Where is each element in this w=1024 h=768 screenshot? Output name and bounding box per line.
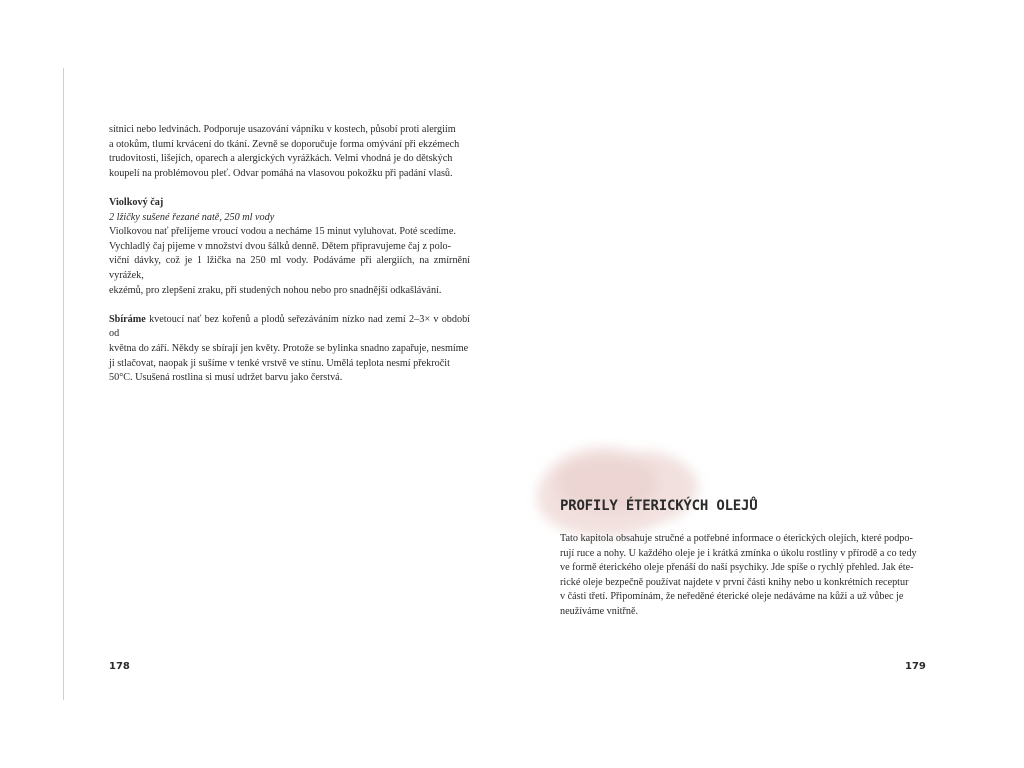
text-line: ji stlačovat, naopak ji sušíme v tenké vrstvě ve stínu. Umělá teplota nesmí překročit xyxy=(109,357,450,369)
text-line: v části třetí. Připomínám, že neředěné éterické oleje nedáváme na kůži a už vůbec je xyxy=(560,591,904,603)
text-line: 50°C. Usušená rostlina si musí udržet barvu jako čerstvá. xyxy=(109,372,343,384)
text-line xyxy=(109,313,470,342)
collecting-lead-word: Sbíráme xyxy=(109,313,146,325)
text-line: Tato kapitola obsahuje stručné a potřebné informace o éterických olejích, které podpo- xyxy=(560,533,913,544)
recipe-title: Violkový čaj xyxy=(109,196,164,208)
watercolor-shape xyxy=(537,447,697,536)
text-line: trudovitosti, lišejích, oparech a alergických vyrážkách. Velmi vhodná je do dětských xyxy=(109,153,453,165)
recipe-block xyxy=(109,196,470,298)
text-line: ekzémů, pro zlepšení zraku, při studených nohou nebo pro snadnější odkašlávání. xyxy=(109,284,442,296)
right-page-text xyxy=(560,532,920,620)
text-line: koupelí na problémovou pleť. Odvar pomáhá na vlasovou pokožku při padání vlasů. xyxy=(109,167,453,179)
text-line: a otokům, tlumí krvácení do tkání. Zevně se doporučuje forma omývání při ekzémech xyxy=(109,138,460,150)
book-spine-line xyxy=(63,68,64,700)
collecting-first-line: kvetoucí nať bez kořenů a plodů seřezáváním nízko nad zemí 2–3× v období od xyxy=(109,313,470,340)
text-line: rické oleje bezpečně používat najdete v první části knihy nebo u konkrétních receptur xyxy=(560,576,909,588)
left-page-text xyxy=(109,123,470,386)
text-line: rují ruce a nohy. U každého oleje je i krátká zmínka o úkolu rostliny v přírodě a co tedy xyxy=(560,547,917,559)
text-line: sítnici nebo ledvinách. Podporuje usazování vápníku v kostech, působí proti alergiím xyxy=(109,124,456,135)
text-line: viční dávky, což je 1 lžička na 250 ml vody. Podáváme při alergiích, na zmírnění vyrážek, xyxy=(109,255,470,281)
paragraph-properties xyxy=(109,123,470,181)
text-line: Violkovou nať přelijeme vroucí vodou a necháme 15 minut vyluhovat. Poté scedíme. xyxy=(109,226,456,238)
text-line: Vychladlý čaj pijeme v množství dvou šálků denně. Dětem připravujeme čaj z polo- xyxy=(109,240,452,252)
text-line: neužíváme vnitřně. xyxy=(560,605,639,617)
text-line: ve formě éterického oleje přenáší do naší psychiky. Jde spíše o rychlý přehled. Jak éte- xyxy=(560,562,914,574)
page-number-right: 179 xyxy=(905,661,926,672)
text-line: května do září. Někdy se sbírají jen květy. Protože se bylinka snadno zapařuje, nesmíme xyxy=(109,342,469,354)
chapter-heading: PROFILY ÉTERICKÝCH OLEJŮ xyxy=(560,498,758,514)
collecting-paragraph xyxy=(109,313,470,386)
recipe-ingredients: 2 lžičky sušené řezané natě, 250 ml vody xyxy=(109,211,275,223)
page-number-left: 178 xyxy=(109,661,130,672)
